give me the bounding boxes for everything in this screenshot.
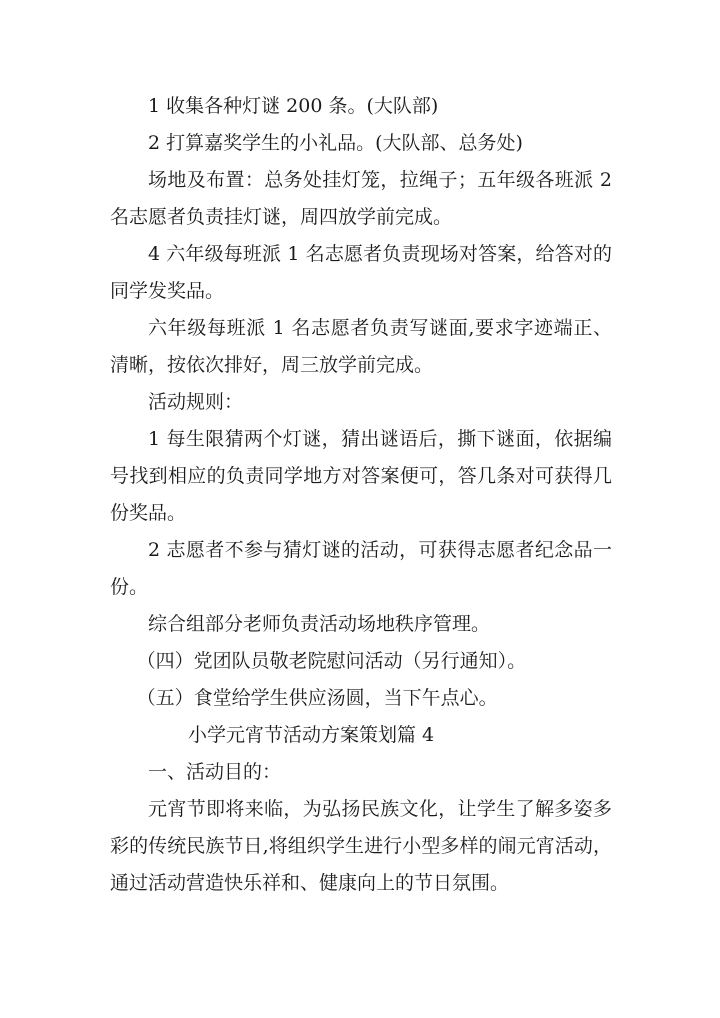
document-body: [110, 88, 612, 902]
paragraph: （五）食堂给学生供应汤圆，当下午点心。: [136, 687, 498, 709]
paragraph: 2 志愿者不参与猜灯谜的活动，可获得志愿者纪念品一份。: [110, 539, 612, 598]
paragraph: （四）党团队员敬老院慰问活动（另行通知）。: [136, 650, 527, 672]
paragraph: 4 六年级每班派 1 名志愿者负责现场对答案，给答对的同学发奖品。: [110, 243, 612, 302]
paragraph: 场地及布置：总务处挂灯笼，拉绳子；五年级各班派 2 名志愿者负责挂灯谜，周四放学前完成。: [110, 169, 612, 228]
section-heading: 一、活动目的：: [148, 761, 282, 783]
paragraph: 2 打算嘉奖学生的小礼品。(大队部、总务处): [148, 132, 523, 154]
paragraph: 综合组部分老师负责活动场地秩序管理。: [148, 613, 491, 635]
paragraph: 六年级每班派 1 名志愿者负责写谜面,要求字迹端正、清晰，按依次排好，周三放学前完成。: [110, 317, 612, 376]
paragraph: 1 收集各种灯谜 200 条。(大队部): [148, 95, 439, 117]
section-title: 小学元宵节活动方案策划篇 4: [188, 724, 435, 746]
paragraph: 1 每生限猜两个灯谜，猜出谜语后，撕下谜面，依据编号找到相应的负责同学地方对答案便可，答几条对可获得几份奖品。: [110, 428, 612, 524]
paragraph: 活动规则：: [148, 391, 244, 413]
paragraph: 元宵节即将来临，为弘扬民族文化，让学生了解多姿多彩的传统民族节日,将组织学生进行小型多样的闹元宵活动，通过活动营造快乐祥和、健康向上的节日氛围。: [110, 798, 612, 894]
